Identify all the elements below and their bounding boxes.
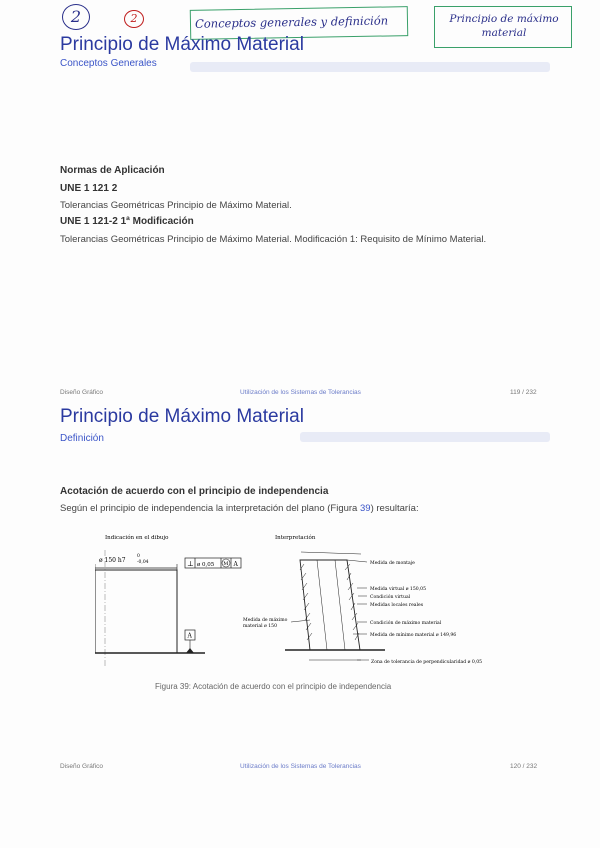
tolerance-zone-hatch: [300, 564, 359, 640]
slide-subtitle: Conceptos Generales: [60, 58, 157, 69]
figure-caption: Figura 39: Acotación de acuerdo con el principio de independencia: [155, 682, 392, 691]
figure-right-label: Interpretación: [275, 535, 316, 541]
dimension-lower-deviation: -0,04: [137, 560, 149, 565]
footer-page: 120 / 232: [510, 763, 538, 770]
section-heading: Acotación de acuerdo con el principio de independencia: [60, 486, 329, 497]
handwritten-note-right: Principio de máximo material: [449, 13, 559, 39]
callout-local-sizes: Medidas locales reales: [370, 603, 424, 608]
slide-title: Principio de Máximo Material: [60, 34, 304, 55]
handwritten-note: Conceptos generales y definición: [194, 13, 389, 31]
intro-text-start: Según el principio de independencia la interpretación del plano (Figura: [60, 503, 360, 514]
handwritten-circled-number: [62, 4, 90, 30]
norma-code: UNE 1 121-2 1ª Modificación: [60, 216, 194, 227]
footer-page: 119 / 232: [510, 389, 537, 396]
header-bar: [300, 432, 550, 442]
intro-text-end: ) resultaría:: [370, 503, 419, 514]
handwritten-number: 2: [70, 7, 82, 26]
footer-left: Diseño Gráfico: [60, 389, 103, 396]
dimension-text: ø 150 h7: [99, 557, 126, 564]
figure-39-drawing: [95, 530, 515, 675]
callout-perpendicularity-zone: Zona de tolerancia de perpendicularidad ø 0,05: [371, 660, 483, 665]
handwritten-number-red: 2: [130, 12, 138, 25]
handwritten-circled-number-red: [124, 10, 144, 28]
header-bar: [190, 62, 550, 72]
callout-mmc-size-line2: material ø 150: [243, 624, 277, 629]
dimension-upper-deviation: 0: [137, 554, 140, 559]
slide-subtitle: Definición: [60, 433, 104, 444]
tolerance-value: ø 0,05: [197, 562, 215, 568]
datum-reference: A: [233, 561, 238, 568]
intro-text: [60, 502, 419, 515]
footer-center: Utilización de los Sistemas de Tolerancias: [240, 763, 361, 770]
norma-description: Tolerancias Geométricas Principio de Máximo Material. Modificación 1: Requisito de Mínimo Material.: [60, 234, 487, 245]
figure-left-label: Indicación en el dibujo: [105, 535, 169, 541]
callout-virtual-condition: Condición virtual: [370, 595, 411, 600]
normas-heading: Normas de Aplicación: [60, 165, 165, 176]
perpendicularity-symbol: ⊥: [187, 560, 194, 568]
norma-code: UNE 1 121 2: [60, 183, 118, 194]
footer-left: Diseño Gráfico: [60, 763, 103, 770]
callout-lmc-size: Medida de mínimo material ø 149,96: [370, 633, 457, 638]
footer-center: Utilización de los Sistemas de Tolerancias: [240, 389, 361, 396]
callout-assembly-size: Medida de montaje: [370, 561, 415, 566]
datum-letter: A: [187, 632, 192, 640]
norma-description: Tolerancias Geométricas Principio de Máximo Material.: [60, 200, 292, 211]
handwritten-note-box-right: [434, 6, 572, 48]
slide-title: Principio de Máximo Material: [60, 406, 304, 427]
part-outline: [95, 570, 177, 653]
callout-mmc-condition: Condición de máximo material: [370, 621, 442, 626]
callout-virtual-size: Medida virtual ø 150,05: [370, 587, 427, 592]
mmc-modifier: M: [223, 561, 229, 567]
callout-mmc-size-line1: Medida de máximo: [243, 618, 288, 623]
figure-reference-link[interactable]: 39: [359, 503, 371, 514]
